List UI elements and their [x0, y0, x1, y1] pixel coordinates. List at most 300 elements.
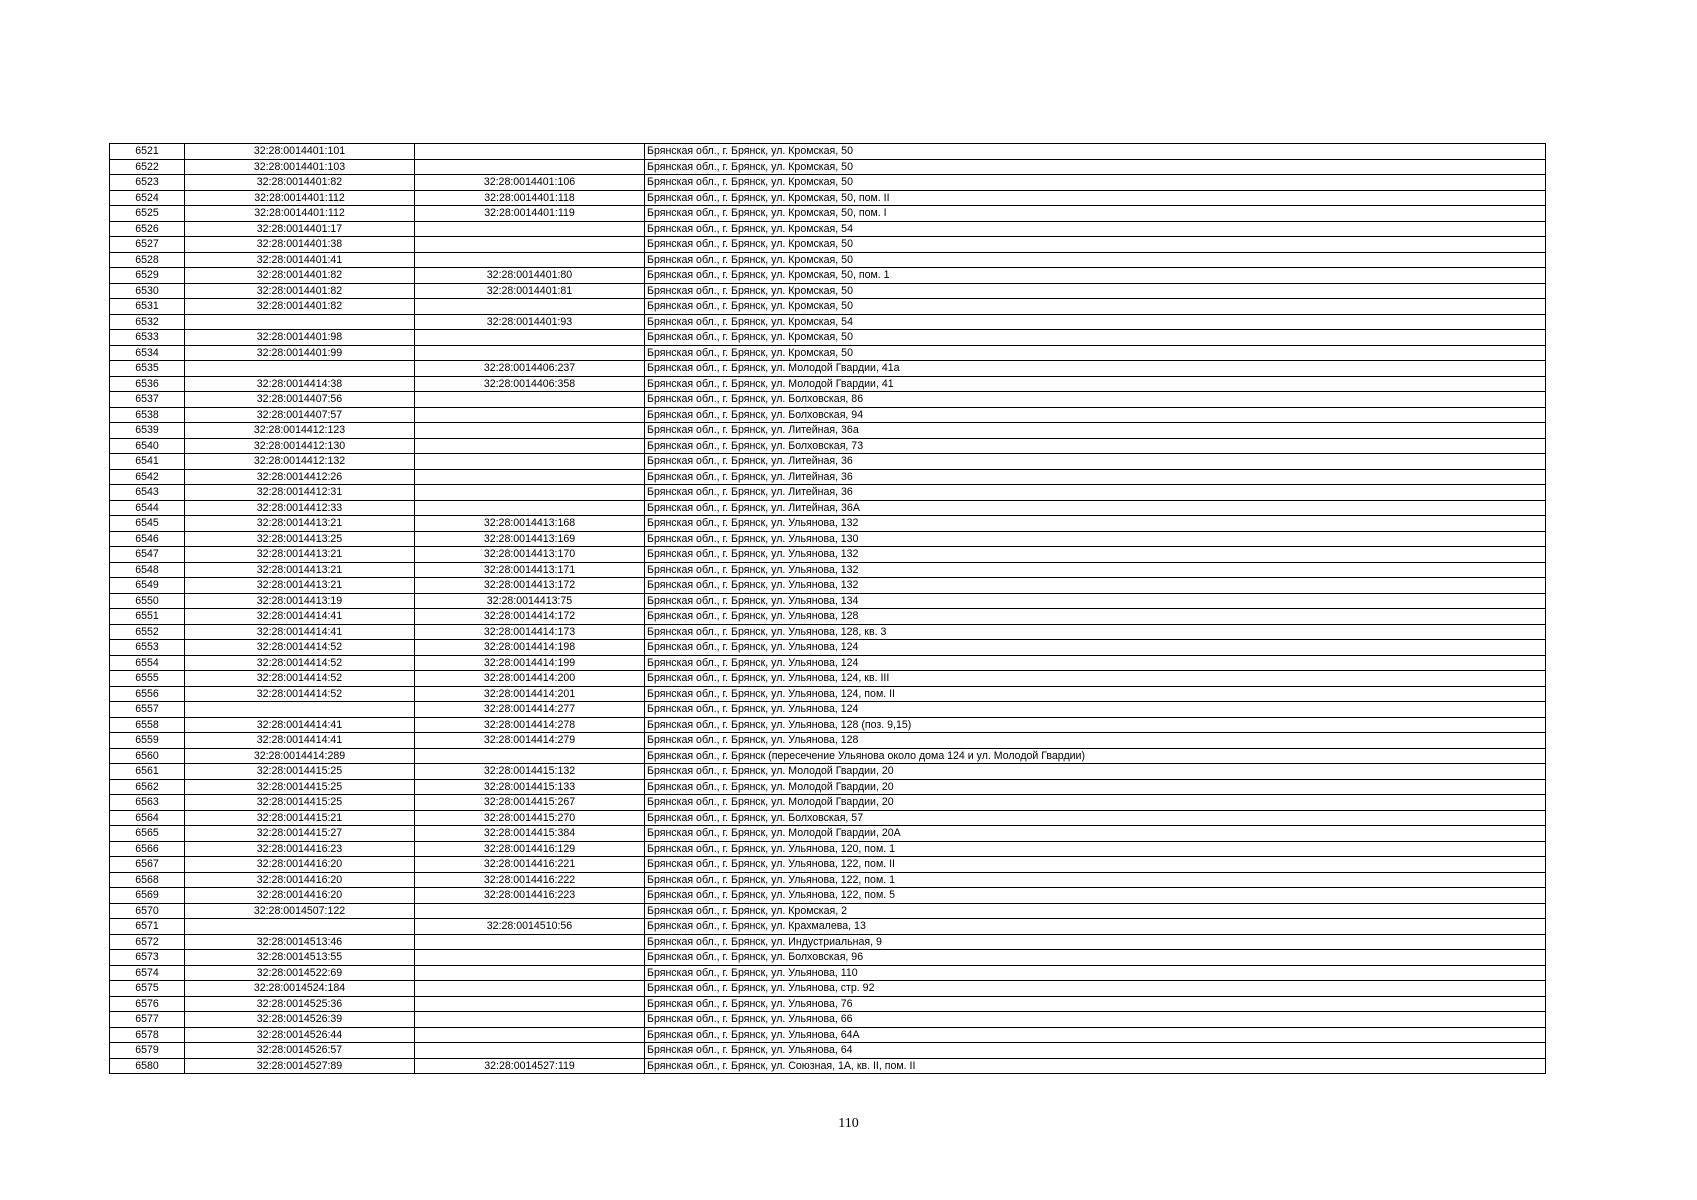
table-row: [110, 531, 1546, 547]
address-cell: Брянская обл., г. Брянск, ул. Ульянова, 64: [645, 1043, 1546, 1059]
address-cell: Брянская обл., г. Брянск, ул. Ульянова, 124: [645, 655, 1546, 671]
row-number-cell: 6543: [110, 485, 185, 501]
registry-table: [109, 143, 1546, 1074]
table-row: [110, 996, 1546, 1012]
row-number-cell: 6566: [110, 841, 185, 857]
object-number-cell: [415, 748, 645, 764]
object-number-cell: 32:28:0014527:119: [415, 1058, 645, 1074]
address-cell: Брянская обл., г. Брянск, ул. Литейная, 36а: [645, 423, 1546, 439]
row-number-cell: 6559: [110, 733, 185, 749]
object-number-cell: 32:28:0014401:119: [415, 206, 645, 222]
object-number-cell: [415, 996, 645, 1012]
address-cell: Брянская обл., г. Брянск, ул. Болховская, 86: [645, 392, 1546, 408]
object-number-cell: 32:28:0014413:168: [415, 516, 645, 532]
table-row: [110, 655, 1546, 671]
object-number-cell: 32:28:0014401:80: [415, 268, 645, 284]
address-cell: Брянская обл., г. Брянск, ул. Болховская, 57: [645, 810, 1546, 826]
address-cell: Брянская обл., г. Брянск, ул. Кромская, 50: [645, 283, 1546, 299]
row-number-cell: 6577: [110, 1012, 185, 1028]
table-row: [110, 764, 1546, 780]
table-row: [110, 237, 1546, 253]
parcel-number-cell: 32:28:0014416:23: [185, 841, 415, 857]
row-number-cell: 6564: [110, 810, 185, 826]
parcel-number-cell: 32:28:0014407:56: [185, 392, 415, 408]
parcel-number-cell: 32:28:0014513:55: [185, 950, 415, 966]
row-number-cell: 6540: [110, 438, 185, 454]
table-row: [110, 361, 1546, 377]
parcel-number-cell: 32:28:0014526:44: [185, 1027, 415, 1043]
parcel-number-cell: 32:28:0014414:52: [185, 671, 415, 687]
row-number-cell: 6571: [110, 919, 185, 935]
parcel-number-cell: 32:28:0014401:82: [185, 283, 415, 299]
address-cell: Брянская обл., г. Брянск, ул. Ульянова, 124: [645, 702, 1546, 718]
parcel-number-cell: 32:28:0014527:89: [185, 1058, 415, 1074]
table-row: [110, 206, 1546, 222]
table-row: [110, 547, 1546, 563]
row-number-cell: 6557: [110, 702, 185, 718]
object-number-cell: 32:28:0014415:384: [415, 826, 645, 842]
row-number-cell: 6548: [110, 562, 185, 578]
parcel-number-cell: 32:28:0014414:52: [185, 640, 415, 656]
table-row: [110, 454, 1546, 470]
object-number-cell: [415, 1043, 645, 1059]
parcel-number-cell: 32:28:0014401:99: [185, 345, 415, 361]
address-cell: Брянская обл., г. Брянск, ул. Ульянова, 64А: [645, 1027, 1546, 1043]
table-row: [110, 903, 1546, 919]
object-number-cell: 32:28:0014401:106: [415, 175, 645, 191]
object-number-cell: 32:28:0014413:172: [415, 578, 645, 594]
object-number-cell: 32:28:0014414:199: [415, 655, 645, 671]
table-row: [110, 500, 1546, 516]
object-number-cell: 32:28:0014415:270: [415, 810, 645, 826]
parcel-number-cell: [185, 919, 415, 935]
address-cell: Брянская обл., г. Брянск, ул. Кромская, 54: [645, 314, 1546, 330]
address-cell: Брянская обл., г. Брянск, ул. Ульянова, 76: [645, 996, 1546, 1012]
row-number-cell: 6576: [110, 996, 185, 1012]
row-number-cell: 6560: [110, 748, 185, 764]
object-number-cell: 32:28:0014401:118: [415, 190, 645, 206]
object-number-cell: 32:28:0014414:277: [415, 702, 645, 718]
parcel-number-cell: 32:28:0014522:69: [185, 965, 415, 981]
parcel-number-cell: 32:28:0014412:31: [185, 485, 415, 501]
address-cell: Брянская обл., г. Брянск, ул. Кромская, 50: [645, 175, 1546, 191]
table-row: [110, 1027, 1546, 1043]
address-cell: Брянская обл., г. Брянск, ул. Союзная, 1А, кв. II, пом. II: [645, 1058, 1546, 1074]
object-number-cell: [415, 407, 645, 423]
parcel-number-cell: [185, 702, 415, 718]
parcel-number-cell: 32:28:0014401:82: [185, 175, 415, 191]
table-row: [110, 159, 1546, 175]
row-number-cell: 6553: [110, 640, 185, 656]
object-number-cell: 32:28:0014406:358: [415, 376, 645, 392]
table-row: [110, 593, 1546, 609]
address-cell: Брянская обл., г. Брянск, ул. Кромская, 50: [645, 330, 1546, 346]
table-row: [110, 1043, 1546, 1059]
address-cell: Брянская обл., г. Брянск, ул. Кромская, 54: [645, 221, 1546, 237]
parcel-number-cell: 32:28:0014401:98: [185, 330, 415, 346]
page-number: 110: [838, 1116, 859, 1131]
address-cell: Брянская обл., г. Брянск, ул. Ульянова, 128: [645, 609, 1546, 625]
row-number-cell: 6529: [110, 268, 185, 284]
table-row: [110, 609, 1546, 625]
object-number-cell: [415, 252, 645, 268]
row-number-cell: 6547: [110, 547, 185, 563]
address-cell: Брянская обл., г. Брянск, ул. Литейная, 36: [645, 485, 1546, 501]
table-row: [110, 578, 1546, 594]
row-number-cell: 6551: [110, 609, 185, 625]
row-number-cell: 6521: [110, 144, 185, 160]
address-cell: Брянская обл., г. Брянск, ул. Крахмалева, 13: [645, 919, 1546, 935]
table-row: [110, 888, 1546, 904]
object-number-cell: 32:28:0014416:129: [415, 841, 645, 857]
table-row: [110, 190, 1546, 206]
row-number-cell: 6533: [110, 330, 185, 346]
object-number-cell: 32:28:0014415:132: [415, 764, 645, 780]
parcel-number-cell: 32:28:0014416:20: [185, 872, 415, 888]
object-number-cell: [415, 965, 645, 981]
row-number-cell: 6572: [110, 934, 185, 950]
row-number-cell: 6562: [110, 779, 185, 795]
address-cell: Брянская обл., г. Брянск, ул. Ульянова, 122, пом. II: [645, 857, 1546, 873]
parcel-number-cell: 32:28:0014525:36: [185, 996, 415, 1012]
address-cell: Брянская обл., г. Брянск, ул. Ульянова, 120, пом. 1: [645, 841, 1546, 857]
address-cell: Брянская обл., г. Брянск, ул. Литейная, 36А: [645, 500, 1546, 516]
table-row: [110, 1058, 1546, 1074]
table-row: [110, 965, 1546, 981]
parcel-number-cell: 32:28:0014413:21: [185, 578, 415, 594]
object-number-cell: [415, 485, 645, 501]
table-row: [110, 686, 1546, 702]
table-row: [110, 314, 1546, 330]
table-row: [110, 671, 1546, 687]
table-row: [110, 810, 1546, 826]
row-number-cell: 6541: [110, 454, 185, 470]
table-row: [110, 376, 1546, 392]
row-number-cell: 6579: [110, 1043, 185, 1059]
object-number-cell: 32:28:0014414:279: [415, 733, 645, 749]
object-number-cell: 32:28:0014413:169: [415, 531, 645, 547]
table-row: [110, 423, 1546, 439]
row-number-cell: 6537: [110, 392, 185, 408]
row-number-cell: 6530: [110, 283, 185, 299]
row-number-cell: 6580: [110, 1058, 185, 1074]
object-number-cell: [415, 299, 645, 315]
parcel-number-cell: 32:28:0014524:184: [185, 981, 415, 997]
address-cell: Брянская обл., г. Брянск, ул. Молодой Гвардии, 20: [645, 764, 1546, 780]
table-row: [110, 345, 1546, 361]
address-cell: Брянская обл., г. Брянск, ул. Кромская, 50, пом. 1: [645, 268, 1546, 284]
row-number-cell: 6536: [110, 376, 185, 392]
address-cell: Брянская обл., г. Брянск, ул. Ульянова, 122, пом. 5: [645, 888, 1546, 904]
object-number-cell: 32:28:0014416:222: [415, 872, 645, 888]
object-number-cell: [415, 1027, 645, 1043]
object-number-cell: [415, 500, 645, 516]
address-cell: Брянская обл., г. Брянск, ул. Ульянова, 110: [645, 965, 1546, 981]
address-cell: Брянская обл., г. Брянск, ул. Ульянова, 132: [645, 516, 1546, 532]
parcel-number-cell: 32:28:0014526:57: [185, 1043, 415, 1059]
table-row: [110, 733, 1546, 749]
object-number-cell: 32:28:0014414:172: [415, 609, 645, 625]
row-number-cell: 6526: [110, 221, 185, 237]
row-number-cell: 6575: [110, 981, 185, 997]
object-number-cell: [415, 950, 645, 966]
object-number-cell: [415, 934, 645, 950]
address-cell: Брянская обл., г. Брянск, ул. Кромская, 50: [645, 144, 1546, 160]
registry-table-body: [110, 144, 1546, 1074]
parcel-number-cell: 32:28:0014412:132: [185, 454, 415, 470]
row-number-cell: 6539: [110, 423, 185, 439]
parcel-number-cell: 32:28:0014401:112: [185, 206, 415, 222]
parcel-number-cell: 32:28:0014412:26: [185, 469, 415, 485]
address-cell: Брянская обл., г. Брянск, ул. Болховская, 94: [645, 407, 1546, 423]
row-number-cell: 6545: [110, 516, 185, 532]
parcel-number-cell: 32:28:0014414:52: [185, 686, 415, 702]
object-number-cell: 32:28:0014510:56: [415, 919, 645, 935]
object-number-cell: 32:28:0014414:200: [415, 671, 645, 687]
table-row: [110, 252, 1546, 268]
object-number-cell: 32:28:0014406:237: [415, 361, 645, 377]
address-cell: Брянская обл., г. Брянск, ул. Ульянова, 130: [645, 531, 1546, 547]
address-cell: Брянская обл., г. Брянск, ул. Ульянова, 128: [645, 733, 1546, 749]
row-number-cell: 6524: [110, 190, 185, 206]
object-number-cell: 32:28:0014414:201: [415, 686, 645, 702]
parcel-number-cell: 32:28:0014412:123: [185, 423, 415, 439]
table-row: [110, 872, 1546, 888]
address-cell: Брянская обл., г. Брянск, ул. Литейная, 36: [645, 454, 1546, 470]
row-number-cell: 6552: [110, 624, 185, 640]
address-cell: Брянская обл., г. Брянск, ул. Кромская, 50: [645, 252, 1546, 268]
object-number-cell: 32:28:0014416:223: [415, 888, 645, 904]
parcel-number-cell: 32:28:0014507:122: [185, 903, 415, 919]
address-cell: Брянская обл., г. Брянск, ул. Ульянова, 128 (поз. 9,15): [645, 717, 1546, 733]
row-number-cell: 6567: [110, 857, 185, 873]
table-row: [110, 221, 1546, 237]
address-cell: Брянская обл., г. Брянск, ул. Ульянова, 124: [645, 640, 1546, 656]
parcel-number-cell: 32:28:0014414:289: [185, 748, 415, 764]
address-cell: Брянская обл., г. Брянск, ул. Болховская, 96: [645, 950, 1546, 966]
parcel-number-cell: 32:28:0014401:38: [185, 237, 415, 253]
parcel-number-cell: 32:28:0014412:33: [185, 500, 415, 516]
parcel-number-cell: 32:28:0014413:19: [185, 593, 415, 609]
object-number-cell: 32:28:0014414:198: [415, 640, 645, 656]
address-cell: Брянская обл., г. Брянск, ул. Кромская, 50: [645, 345, 1546, 361]
table-row: [110, 469, 1546, 485]
address-cell: Брянская обл., г. Брянск, ул. Кромская, 50: [645, 237, 1546, 253]
object-number-cell: 32:28:0014416:221: [415, 857, 645, 873]
table-row: [110, 175, 1546, 191]
address-cell: Брянская обл., г. Брянск, ул. Ульянова, 134: [645, 593, 1546, 609]
table-row: [110, 485, 1546, 501]
address-cell: Брянская обл., г. Брянск, ул. Молодой Гвардии, 20А: [645, 826, 1546, 842]
object-number-cell: [415, 1012, 645, 1028]
table-row: [110, 392, 1546, 408]
parcel-number-cell: 32:28:0014407:57: [185, 407, 415, 423]
address-cell: Брянская обл., г. Брянск, ул. Литейная, 36: [645, 469, 1546, 485]
parcel-number-cell: 32:28:0014415:25: [185, 764, 415, 780]
row-number-cell: 6522: [110, 159, 185, 175]
parcel-number-cell: 32:28:0014414:38: [185, 376, 415, 392]
object-number-cell: [415, 423, 645, 439]
parcel-number-cell: [185, 314, 415, 330]
table-row: [110, 919, 1546, 935]
table-row: [110, 299, 1546, 315]
parcel-number-cell: 32:28:0014414:41: [185, 733, 415, 749]
object-number-cell: 32:28:0014415:133: [415, 779, 645, 795]
address-cell: Брянская обл., г. Брянск, ул. Ульянова, 66: [645, 1012, 1546, 1028]
table-row: [110, 144, 1546, 160]
table-row: [110, 516, 1546, 532]
parcel-number-cell: [185, 361, 415, 377]
address-cell: Брянская обл., г. Брянск, ул. Ульянова, 132: [645, 562, 1546, 578]
object-number-cell: [415, 392, 645, 408]
row-number-cell: 6544: [110, 500, 185, 516]
address-cell: Брянская обл., г. Брянск, ул. Молодой Гвардии, 20: [645, 795, 1546, 811]
address-cell: Брянская обл., г. Брянск, ул. Молодой Гвардии, 41а: [645, 361, 1546, 377]
object-number-cell: [415, 903, 645, 919]
object-number-cell: 32:28:0014401:93: [415, 314, 645, 330]
object-number-cell: [415, 237, 645, 253]
table-row: [110, 1012, 1546, 1028]
object-number-cell: 32:28:0014415:267: [415, 795, 645, 811]
address-cell: Брянская обл., г. Брянск, ул. Индустриальная, 9: [645, 934, 1546, 950]
parcel-number-cell: 32:28:0014415:25: [185, 779, 415, 795]
row-number-cell: 6554: [110, 655, 185, 671]
parcel-number-cell: 32:28:0014526:39: [185, 1012, 415, 1028]
row-number-cell: 6574: [110, 965, 185, 981]
parcel-number-cell: 32:28:0014414:41: [185, 624, 415, 640]
object-number-cell: [415, 469, 645, 485]
parcel-number-cell: 32:28:0014401:82: [185, 268, 415, 284]
table-row: [110, 841, 1546, 857]
row-number-cell: 6565: [110, 826, 185, 842]
address-cell: Брянская обл., г. Брянск, ул. Ульянова, 122, пом. 1: [645, 872, 1546, 888]
row-number-cell: 6538: [110, 407, 185, 423]
parcel-number-cell: 32:28:0014413:25: [185, 531, 415, 547]
parcel-number-cell: 32:28:0014415:21: [185, 810, 415, 826]
table-row: [110, 748, 1546, 764]
object-number-cell: [415, 981, 645, 997]
object-number-cell: [415, 454, 645, 470]
table-row: [110, 283, 1546, 299]
row-number-cell: 6578: [110, 1027, 185, 1043]
parcel-number-cell: 32:28:0014416:20: [185, 888, 415, 904]
parcel-number-cell: 32:28:0014414:52: [185, 655, 415, 671]
object-number-cell: [415, 438, 645, 454]
table-row: [110, 717, 1546, 733]
address-cell: Брянская обл., г. Брянск, ул. Болховская, 73: [645, 438, 1546, 454]
table-row: [110, 268, 1546, 284]
parcel-number-cell: 32:28:0014412:130: [185, 438, 415, 454]
object-number-cell: 32:28:0014413:170: [415, 547, 645, 563]
row-number-cell: 6558: [110, 717, 185, 733]
row-number-cell: 6563: [110, 795, 185, 811]
address-cell: Брянская обл., г. Брянск (пересечение Ульянова около дома 124 и ул. Молодой Гвардии): [645, 748, 1546, 764]
row-number-cell: 6573: [110, 950, 185, 966]
object-number-cell: 32:28:0014414:173: [415, 624, 645, 640]
parcel-number-cell: 32:28:0014401:82: [185, 299, 415, 315]
parcel-number-cell: 32:28:0014413:21: [185, 547, 415, 563]
row-number-cell: 6542: [110, 469, 185, 485]
table-row: [110, 779, 1546, 795]
row-number-cell: 6534: [110, 345, 185, 361]
table-row: [110, 857, 1546, 873]
row-number-cell: 6561: [110, 764, 185, 780]
object-number-cell: [415, 159, 645, 175]
object-number-cell: 32:28:0014413:171: [415, 562, 645, 578]
row-number-cell: 6555: [110, 671, 185, 687]
row-number-cell: 6570: [110, 903, 185, 919]
address-cell: Брянская обл., г. Брянск, ул. Молодой Гвардии, 41: [645, 376, 1546, 392]
address-cell: Брянская обл., г. Брянск, ул. Кромская, 50, пом. I: [645, 206, 1546, 222]
address-cell: Брянская обл., г. Брянск, ул. Ульянова, 128, кв. 3: [645, 624, 1546, 640]
parcel-number-cell: 32:28:0014414:41: [185, 609, 415, 625]
address-cell: Брянская обл., г. Брянск, ул. Ульянова, 132: [645, 578, 1546, 594]
table-row: [110, 407, 1546, 423]
row-number-cell: 6531: [110, 299, 185, 315]
address-cell: Брянская обл., г. Брянск, ул. Кромская, 2: [645, 903, 1546, 919]
parcel-number-cell: 32:28:0014415:25: [185, 795, 415, 811]
table-row: [110, 795, 1546, 811]
parcel-number-cell: 32:28:0014415:27: [185, 826, 415, 842]
table-row: [110, 330, 1546, 346]
table-row: [110, 640, 1546, 656]
address-cell: Брянская обл., г. Брянск, ул. Ульянова, стр. 92: [645, 981, 1546, 997]
parcel-number-cell: 32:28:0014401:101: [185, 144, 415, 160]
row-number-cell: 6535: [110, 361, 185, 377]
address-cell: Брянская обл., г. Брянск, ул. Ульянова, 132: [645, 547, 1546, 563]
parcel-number-cell: 32:28:0014401:103: [185, 159, 415, 175]
address-cell: Брянская обл., г. Брянск, ул. Кромская, 50, пом. II: [645, 190, 1546, 206]
parcel-number-cell: 32:28:0014401:41: [185, 252, 415, 268]
address-cell: Брянская обл., г. Брянск, ул. Ульянова, 124, кв. III: [645, 671, 1546, 687]
object-number-cell: 32:28:0014401:81: [415, 283, 645, 299]
parcel-number-cell: 32:28:0014413:21: [185, 516, 415, 532]
parcel-number-cell: 32:28:0014414:41: [185, 717, 415, 733]
parcel-number-cell: 32:28:0014413:21: [185, 562, 415, 578]
row-number-cell: 6556: [110, 686, 185, 702]
parcel-number-cell: 32:28:0014513:46: [185, 934, 415, 950]
table-row: [110, 562, 1546, 578]
row-number-cell: 6568: [110, 872, 185, 888]
address-cell: Брянская обл., г. Брянск, ул. Кромская, 50: [645, 159, 1546, 175]
row-number-cell: 6527: [110, 237, 185, 253]
table-row: [110, 826, 1546, 842]
parcel-number-cell: 32:28:0014416:20: [185, 857, 415, 873]
table-row: [110, 702, 1546, 718]
row-number-cell: 6569: [110, 888, 185, 904]
table-row: [110, 950, 1546, 966]
object-number-cell: [415, 144, 645, 160]
table-row: [110, 981, 1546, 997]
object-number-cell: [415, 221, 645, 237]
row-number-cell: 6550: [110, 593, 185, 609]
table-row: [110, 934, 1546, 950]
parcel-number-cell: 32:28:0014401:112: [185, 190, 415, 206]
object-number-cell: 32:28:0014414:278: [415, 717, 645, 733]
row-number-cell: 6523: [110, 175, 185, 191]
parcel-number-cell: 32:28:0014401:17: [185, 221, 415, 237]
row-number-cell: 6528: [110, 252, 185, 268]
row-number-cell: 6532: [110, 314, 185, 330]
row-number-cell: 6525: [110, 206, 185, 222]
row-number-cell: 6546: [110, 531, 185, 547]
address-cell: Брянская обл., г. Брянск, ул. Ульянова, 124, пом. II: [645, 686, 1546, 702]
table-row: [110, 438, 1546, 454]
object-number-cell: [415, 345, 645, 361]
address-cell: Брянская обл., г. Брянск, ул. Молодой Гвардии, 20: [645, 779, 1546, 795]
address-cell: Брянская обл., г. Брянск, ул. Кромская, 50: [645, 299, 1546, 315]
row-number-cell: 6549: [110, 578, 185, 594]
